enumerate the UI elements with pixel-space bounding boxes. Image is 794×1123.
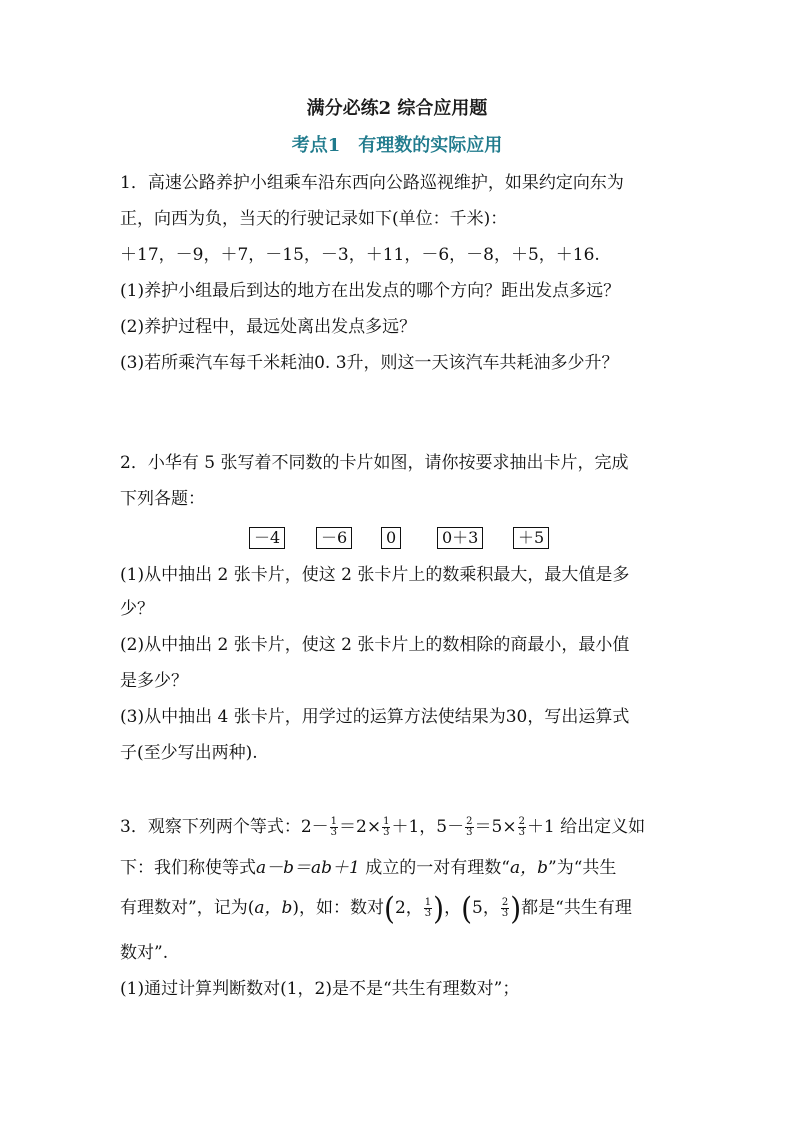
card-5: ＋5: [513, 527, 549, 549]
fraction-two-thirds: $\frac{2}{3}$: [466, 816, 473, 838]
q3-line4: 数对”.: [120, 943, 169, 963]
pair1-int: 2，: [394, 898, 423, 918]
q1-part2: (2)养护过程中，最远处离出发点多远？: [120, 317, 417, 337]
q2-part3a: (3)从中抽出 4 张卡片，用学过的运算方法使结果为30，写出运算式: [120, 707, 630, 727]
eq1-part-b: ＝2×: [339, 817, 382, 837]
q1-line1: 1．高速公路养护小组乘车沿东西向公路巡视维护，如果约定向东为: [120, 173, 624, 193]
pair2-int: 5，: [472, 898, 500, 918]
q3-part1: (1)通过计算判断数对(1，2)是不是“共生有理数对”；: [120, 979, 520, 999]
eq2-part-b: ＝5×: [474, 817, 517, 837]
q1-line2: 正，向西为负，当天的行驶记录如下(单位：千米)：: [120, 209, 508, 229]
eq1-part-a: 2－: [300, 817, 329, 837]
q2-line1: 2．小华有 5 张写着不同数的卡片如图，请你按要求抽出卡片，完成: [120, 453, 629, 473]
fraction-one-third: $\frac{1}{3}$: [424, 897, 432, 919]
q3-line1: [120, 815, 680, 839]
definition-equation: a－b＝ab＋1: [256, 858, 360, 878]
card-1: －4: [249, 527, 285, 549]
card-2: －6: [316, 527, 352, 549]
q2-part2b: 是多少？: [120, 671, 188, 691]
q3-line3: 有理数对”，记为(a，b)，如：数对(2， $\frac{1}{3}$ )，(5， $\frac{2}{3}$ )都是“共生有理: [120, 889, 632, 927]
q3-line2: 下：我们称使等式a－b＝ab＋1 成立的一对有理数“a，b”为“共生: [120, 858, 617, 878]
fraction-one-third: $\frac{1}{3}$: [383, 816, 390, 838]
q1-line3: ＋17，－9，＋7，－15，－3，＋11，－6，－8，＋5，＋16.: [120, 245, 600, 265]
q2-part2a: (2)从中抽出 2 张卡片，使这 2 张卡片上的数相除的商最小，最小值: [120, 635, 630, 655]
card-3: 0: [381, 527, 401, 549]
q2-part1b: 少？: [120, 599, 154, 619]
card-4: 0＋3: [437, 527, 483, 549]
q1-part3: (3)若所乘汽车每千米耗油0. 3升，则这一天该汽车共耗油多少升？: [120, 353, 619, 373]
fraction-two-thirds: $\frac{2}{3}$: [518, 816, 525, 838]
q2-part3b: 子(至少写出两种).: [120, 743, 258, 763]
section-subtitle: 考点1 有理数的实际应用: [291, 135, 503, 156]
fraction-two-thirds: $\frac{2}{3}$: [501, 897, 509, 919]
number-cards: [0, 527, 794, 551]
q1-part1: (1)养护小组最后到达的地方在出发点的哪个方向？距出发点多远？: [120, 281, 621, 301]
fraction-one-third: $\frac{1}{3}$: [330, 816, 338, 838]
q2-part1a: (1)从中抽出 2 张卡片，使这 2 张卡片上的数乘积最大，最大值是多: [120, 565, 630, 585]
eq2-part-a: 5－: [436, 817, 465, 837]
eq2-part-c: ＋1 给出定义如: [526, 817, 646, 837]
q2-line2: 下列各题：: [120, 489, 205, 509]
eq1-part-c: ＋1，: [391, 817, 437, 837]
q3-lead: 3．观察下列两个等式：: [120, 817, 301, 837]
page-title: 满分必练2 综合应用题: [306, 98, 488, 119]
